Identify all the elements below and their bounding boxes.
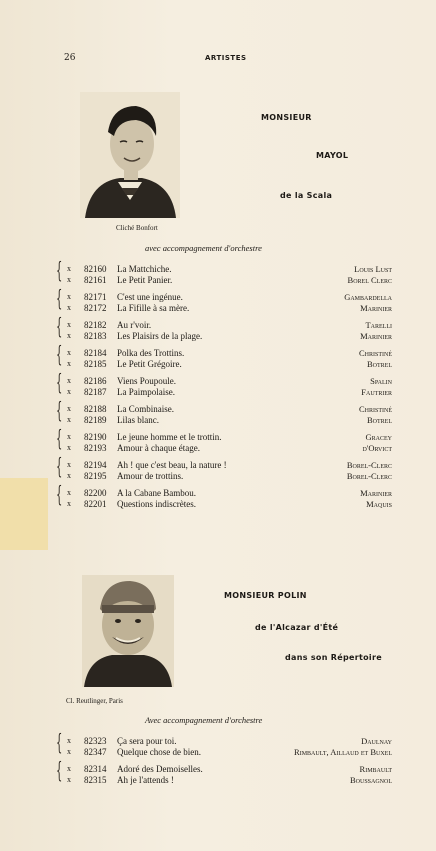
track-number: 82183	[84, 331, 107, 341]
track-composer: Marinier	[360, 488, 392, 498]
track-row	[58, 359, 392, 370]
track-title: Amour de trottins.	[117, 471, 184, 481]
polin-title-line1: MONSIEUR POLIN	[224, 591, 307, 600]
track-composer: Gracey	[365, 432, 392, 442]
track-number: 82187	[84, 387, 107, 397]
track-number: 82186	[84, 376, 107, 386]
track-title: Le jeune homme et le trottin.	[117, 432, 222, 442]
track-mark: x	[67, 736, 71, 745]
pair-brace: {	[56, 343, 63, 368]
pair-brace: {	[56, 315, 63, 340]
track-row	[58, 764, 392, 775]
track-mark: x	[67, 376, 71, 385]
track-title: Amour à chaque étage.	[117, 443, 200, 453]
pair-brace: {	[56, 427, 63, 452]
pair-brace: {	[56, 259, 63, 284]
mayol-portrait-drawing	[80, 92, 180, 218]
track-composer: Daulnay	[361, 736, 392, 746]
track-number: 82172	[84, 303, 107, 313]
pair-brace: {	[56, 759, 63, 784]
track-number: 82200	[84, 488, 107, 498]
track-number: 82315	[84, 775, 107, 785]
pair-brace: {	[56, 287, 63, 312]
page-tab-marker	[0, 478, 48, 550]
track-row	[58, 404, 392, 415]
track-number: 82188	[84, 404, 107, 414]
track-mark: x	[67, 331, 71, 340]
track-title: C'est une ingénue.	[117, 292, 183, 302]
track-row	[58, 264, 392, 275]
polin-title-line3: dans son Répertoire	[285, 653, 382, 662]
track-mark: x	[67, 764, 71, 773]
track-title: Viens Poupoule.	[117, 376, 176, 386]
track-title: Les Plaisirs de la plage.	[117, 331, 203, 341]
track-title: Polka des Trottins.	[117, 348, 185, 358]
track-composer: Tarelli	[365, 320, 392, 330]
track-composer: Louis Lust	[354, 264, 392, 274]
polin-title-line2: de l'Alcazar d'Été	[255, 623, 339, 632]
mayol-title-line2: MAYOL	[316, 151, 349, 160]
page-number: 26	[64, 53, 76, 63]
track-mark: x	[67, 292, 71, 301]
track-row	[58, 348, 392, 359]
track-mark: x	[67, 404, 71, 413]
polin-portrait-drawing	[82, 575, 174, 687]
track-title: Au r'voir.	[117, 320, 152, 330]
track-number: 82190	[84, 432, 107, 442]
track-number: 82182	[84, 320, 107, 330]
track-title: Lilas blanc.	[117, 415, 159, 425]
track-title: La Mattchiche.	[117, 264, 172, 274]
track-number: 82201	[84, 499, 107, 509]
track-row	[58, 460, 392, 471]
mayol-portrait	[80, 92, 180, 218]
polin-portrait	[82, 575, 174, 687]
track-row	[58, 275, 392, 286]
track-row	[58, 736, 392, 747]
mayol-title-line3: de la Scala	[280, 191, 333, 200]
track-row	[58, 747, 392, 758]
track-row	[58, 471, 392, 482]
track-composer: Spalin	[370, 376, 392, 386]
track-mark: x	[67, 320, 71, 329]
track-number: 82193	[84, 443, 107, 453]
pair-brace: {	[56, 371, 63, 396]
pair-brace: {	[56, 455, 63, 480]
polin-photo-credit: Cl. Reutlinger, Paris	[66, 697, 123, 705]
track-mark: x	[67, 488, 71, 497]
track-composer: Fautrier	[361, 387, 392, 397]
track-number: 82195	[84, 471, 107, 481]
track-composer: Marinier	[360, 303, 392, 313]
track-row	[58, 432, 392, 443]
track-number: 82347	[84, 747, 107, 757]
track-mark: x	[67, 432, 71, 441]
track-row	[58, 320, 392, 331]
track-title: Ah je l'attends !	[117, 775, 174, 785]
page-header-title: ARTISTES	[205, 54, 247, 62]
track-row	[58, 499, 392, 510]
track-composer: Borel-Clerc	[346, 471, 392, 481]
track-composer: Boussagnol	[349, 775, 392, 785]
track-number: 82194	[84, 460, 107, 470]
track-row	[58, 443, 392, 454]
track-row	[58, 331, 392, 342]
track-mark: x	[67, 775, 71, 784]
track-number: 82185	[84, 359, 107, 369]
track-title: Le Petit Panier.	[117, 275, 173, 285]
track-title: Questions indiscrètes.	[117, 499, 196, 509]
track-mark: x	[67, 499, 71, 508]
track-title: Ah ! que c'est beau, la nature !	[117, 460, 227, 470]
track-composer: Borel-Clerc	[346, 460, 392, 470]
track-composer: Marinier	[360, 331, 392, 341]
track-title: Le Petit Grégoire.	[117, 359, 182, 369]
track-number: 82171	[84, 292, 107, 302]
track-row	[58, 376, 392, 387]
track-number: 82314	[84, 764, 107, 774]
track-row	[58, 292, 392, 303]
track-title: Ça sera pour toi.	[117, 736, 177, 746]
track-mark: x	[67, 264, 71, 273]
track-row	[58, 775, 392, 786]
track-composer: d'Orvict	[362, 443, 392, 453]
track-number: 82160	[84, 264, 107, 274]
track-row	[58, 303, 392, 314]
track-mark: x	[67, 443, 71, 452]
track-title: Quelque chose de bien.	[117, 747, 201, 757]
track-mark: x	[67, 303, 71, 312]
track-row	[58, 488, 392, 499]
track-row	[58, 387, 392, 398]
track-mark: x	[67, 415, 71, 424]
track-composer: Botrel	[367, 359, 392, 369]
track-title: A la Cabane Bambou.	[117, 488, 196, 498]
track-title: La Combinaise.	[117, 404, 174, 414]
track-number: 82323	[84, 736, 107, 746]
track-composer: Maquis	[366, 499, 392, 509]
track-mark: x	[67, 275, 71, 284]
pair-brace: {	[56, 483, 63, 508]
mayol-subhead: avec accompagnement d'orchestre	[145, 243, 262, 253]
track-composer: Christiné	[358, 348, 392, 358]
track-composer: Gambardella	[344, 292, 392, 302]
track-mark: x	[67, 348, 71, 357]
track-row	[58, 415, 392, 426]
track-title: La Fifille à sa mère.	[117, 303, 190, 313]
track-composer: Botrel	[367, 415, 392, 425]
track-composer: Borel Clerc	[347, 275, 392, 285]
track-mark: x	[67, 387, 71, 396]
track-mark: x	[67, 460, 71, 469]
track-composer: Rimbault	[359, 764, 392, 774]
mayol-title-line1: MONSIEUR	[261, 113, 312, 122]
pair-brace: {	[56, 399, 63, 424]
track-number: 82184	[84, 348, 107, 358]
track-mark: x	[67, 747, 71, 756]
pair-brace: {	[56, 731, 63, 756]
track-mark: x	[67, 471, 71, 480]
track-mark: x	[67, 359, 71, 368]
track-composer: Christiné	[358, 404, 392, 414]
mayol-photo-credit: Cliché Bonfort	[116, 224, 158, 232]
track-composer: Rimbault, Aillaud et Buxel	[294, 747, 392, 757]
track-number: 82189	[84, 415, 107, 425]
polin-subhead: Avec accompagnement d'orchestre	[145, 715, 263, 725]
track-title: Adoré des Demoiselles.	[117, 764, 203, 774]
track-number: 82161	[84, 275, 107, 285]
track-title: La Paimpolaise.	[117, 387, 175, 397]
